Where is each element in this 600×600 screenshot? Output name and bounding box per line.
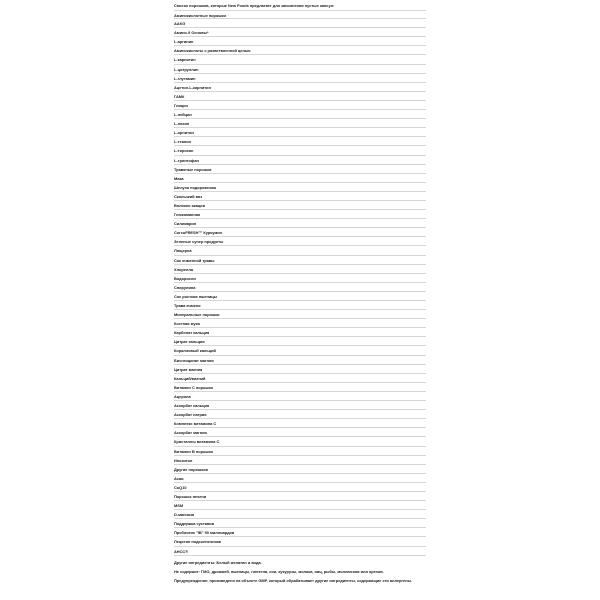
list-item: Коралловый кальций bbox=[174, 346, 426, 355]
list-item: L-лизин bbox=[174, 119, 426, 128]
list-item: Аскорбат кальция bbox=[174, 401, 426, 410]
list-item: CurcuFRESH™ Куркумин bbox=[174, 228, 426, 237]
document-body bbox=[174, 2, 426, 585]
intro-text: Список порошков, которые New Foods предлагает для заполнения пустых капсул: bbox=[174, 3, 335, 8]
list-item: Хлорелла bbox=[174, 265, 426, 274]
list-item: Минеральные порошки bbox=[174, 310, 426, 319]
list-item: Цитрат кальция bbox=[174, 337, 426, 346]
list-item: Витамин С порошок bbox=[174, 383, 426, 392]
list-item: Глицин bbox=[174, 101, 426, 110]
list-item: L-теанин bbox=[174, 137, 426, 146]
list-item: Шелуха подорожника bbox=[174, 183, 426, 192]
list-item: Аскорбат магния bbox=[174, 428, 426, 437]
list-item: Цитрат магния bbox=[174, 365, 426, 374]
list-item: Поддержка суставов bbox=[174, 519, 426, 528]
list-item: AHCC® bbox=[174, 547, 426, 556]
list-item: L-аргинин bbox=[174, 37, 426, 46]
list-item: Другие порошков bbox=[174, 465, 426, 474]
list-item: Аминокислотные порошки bbox=[174, 10, 426, 19]
list-item: L-глутамин bbox=[174, 74, 426, 83]
list-item: ГАМК bbox=[174, 92, 426, 101]
list-item: Инозитол bbox=[174, 456, 426, 465]
list-item: Лецитин подсолнечника bbox=[174, 537, 426, 546]
list-item: CoQ10 bbox=[174, 483, 426, 492]
list-item: Водоросли bbox=[174, 274, 426, 283]
list-item: Скользкий вяз bbox=[174, 192, 426, 201]
list-item: L-тирозин bbox=[174, 146, 426, 155]
list-item: Витамин В порошок bbox=[174, 447, 426, 456]
list-item: L-триптофан bbox=[174, 156, 426, 165]
list-item: L-орнитин bbox=[174, 128, 426, 137]
list-item: Зеленые супер продукты bbox=[174, 237, 426, 246]
list-item: Трава ячменя bbox=[174, 301, 426, 310]
list-item: Кальций/магний bbox=[174, 374, 426, 383]
warning-note: Предупреждение: произведено на объекте GMP, который обрабатывает другие ингредиенты, содержащие эти аллергены. bbox=[174, 577, 412, 583]
list-item: Аминокислоты с разветвленной цепью bbox=[174, 46, 426, 55]
notes bbox=[174, 558, 426, 585]
list-item: Спирулина bbox=[174, 283, 426, 292]
list-item: Кристаллы витамина С bbox=[174, 437, 426, 446]
list-item: Сок ячменной травы bbox=[174, 256, 426, 265]
list-item: L-цитруллин bbox=[174, 65, 426, 74]
list-item: L-карнитин bbox=[174, 55, 426, 64]
list-item: MSM bbox=[174, 501, 426, 510]
list-item: D-манноза bbox=[174, 510, 426, 519]
list-item: Комплекс витамина С bbox=[174, 419, 426, 428]
allergen-free-note: Не содержит: ГМО, дрожжей, пшеницы, глютена, сои, кукурузы, молока, яиц, рыбы, моллюсков или орехов. bbox=[174, 568, 384, 574]
list-item: Травяные порошки bbox=[174, 165, 426, 174]
list-item: Костная мука bbox=[174, 319, 426, 328]
list-item: Порошок печени bbox=[174, 492, 426, 501]
list-item: Ацерола bbox=[174, 392, 426, 401]
list-item: Ацетил-L-карнитин bbox=[174, 83, 426, 92]
list-item: Мака bbox=[174, 174, 426, 183]
list-item: Асаи bbox=[174, 474, 426, 483]
list-item: L-лейцин bbox=[174, 110, 426, 119]
list-item: Силимарин bbox=[174, 219, 426, 228]
list-item: AAKG bbox=[174, 19, 426, 28]
list-item: Сок ростков пшеницы bbox=[174, 292, 426, 301]
list-item: Амино-9 Основы* bbox=[174, 28, 426, 37]
other-ingredients-note: Другие ингредиенты: Белый желатин и вода. bbox=[174, 559, 262, 565]
list-item: Бисглицинат магния bbox=[174, 356, 426, 365]
list-item: Карбонат кальция bbox=[174, 328, 426, 337]
list-item: Аскорбат натрия bbox=[174, 410, 426, 419]
list-item: Люцерна bbox=[174, 246, 426, 255]
powder-list bbox=[174, 10, 426, 556]
list-item: Пробиотик "IB" 50 миллиардов bbox=[174, 528, 426, 537]
list-item: Волокно акации bbox=[174, 201, 426, 210]
list-item: Глюкоманнан bbox=[174, 210, 426, 219]
